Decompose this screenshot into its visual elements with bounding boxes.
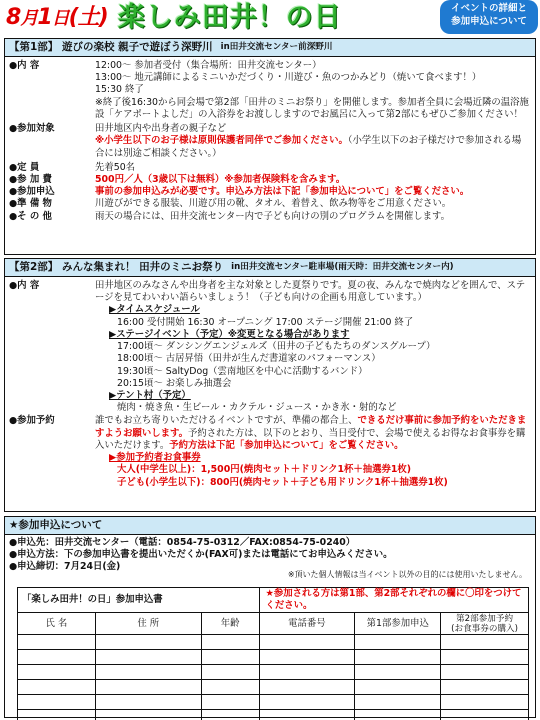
col-address: 住 所 (95, 613, 201, 635)
col-part2: 第2部参加予約 (お食事券の購入) (441, 613, 529, 635)
apply-section (4, 516, 536, 718)
application-form (17, 587, 529, 720)
event-title: 楽しみ田井！の日 (117, 2, 342, 34)
stage-heading: ▶ステージイベント（予定）※変更となる場合があります (109, 328, 350, 340)
part2-content-row: ●内 容 田井地区のみなさんや出身者を主な対象とした夏祭りです。夏の夜、みんなで焼肉などを囲んで、ステージを見てわいわい語らいましょう！（子ども向けの企画も用意しています。） ▶タイムスケジュール 16:00 受付開始 16:30 オープニング 17:00 ステージ開催 21:00 終了 ▶ステージイベント（予定）※変更となる場合があります 17:00頃～ ダンシングエンジェルズ（田井の子どもたちのダンスグループ） 18:00頃～ 古居昇悟（田井が生んだ書道家のパフォーマンス） 19:30頃～ SaltyDog（雲南地区を中心に活動するバンド） 20:15頃～ お楽しみ抽選会 ▶テント村（予定） 焼肉・焼き魚・生ビール・カクテル・ジュース・かき氷・射的など (5, 280, 535, 414)
col-name: 氏 名 (18, 613, 96, 635)
part1-items-row: ●準 備 物 川遊びができる服装、川遊び用の靴、タオル、着替え、飲み物等をご用意ください。 (9, 198, 452, 210)
col-age: 年齢 (201, 613, 259, 635)
part1-capacity-row: ●定 員 先着50名 (9, 161, 136, 173)
ticket-adult: 大人(中学生以上)：1,500円(焼肉セット＋ドリンク1杯＋抽選券1枚) (117, 464, 412, 476)
header (0, 0, 540, 36)
part1-other-row: ●そ の 他 雨天の場合には、田井交流センター内で子ども向けの別のプログラムを開催します。 (9, 210, 451, 222)
apply-contact: ●申込先：田井交流センター（電話：0854-75-0312／FAX:0854-75-0240） (9, 537, 356, 548)
part1-fee-row: ●参 加 費 500円／人（3歳以下は無料）※参加者保険料を含みます。 (9, 173, 346, 185)
timetable-heading: ▶タイムスケジュール (109, 304, 200, 316)
stage-item: 20:15頃～ お楽しみ抽選会 (117, 377, 232, 389)
timetable: 16:00 受付開始 16:30 オープニング 17:00 ステージ開催 21:00 終了 (117, 316, 414, 328)
stage-item: 17:00頃～ ダンシングエンジェルズ（田井の子どもたちのダンスグループ） (117, 341, 436, 353)
part1-apply-row: ●参加申込 事前の参加申込みが必要です。申込み方法は下記「参加申込について」をご覧ください。 (9, 186, 470, 198)
part1-content-row: ●内 容 12:00～ 参加者受付（集合場所：田井交流センター） 13:00～ 地元講師によるミニいかだづくり・川遊び・魚のつかみどり（焼いて食べます！） 15:30 終了 ※終了後16:30から同会場で第2部「田井のミニお祭り」を開催します。参加者全員に会場近隣の温浴施設「ケアポートよしだ」の入浴券をお渡ししますのでお風呂に入って第2部にもぜひご参加ください！ (9, 60, 529, 120)
form-row[interactable] (18, 710, 529, 720)
apply-heading: ★参加申込について (5, 517, 535, 535)
col-part1: 第1部参加申込 (355, 613, 441, 635)
form-title: 「楽しみ田井！の日」参加申込書 (18, 588, 260, 613)
details-badge: イベントの詳細と 参加申込について (440, 0, 538, 34)
ticket-heading: ▶参加予約者お食事券 (109, 452, 201, 464)
tent-heading: ▶テント村（予定） (109, 389, 191, 401)
part2-section (4, 258, 536, 512)
apply-method: ●申込方法：下の参加申込書を提出いただくか(FAX可)または電話にてお申込みください。 (9, 549, 393, 561)
stage-item: 18:00頃～ 古居昇悟（田井が生んだ書道家のパフォーマンス） (117, 353, 381, 365)
form-note: ★参加される方は第1部、第2部それぞれの欄に〇印をつけてください。 (259, 588, 528, 613)
schedule-line: 15:30 終了 (95, 84, 144, 96)
form-row[interactable] (18, 680, 529, 695)
schedule-line: 12:00～ 参加者受付（集合場所：田井交流センター） (95, 60, 322, 71)
part1-section (4, 38, 536, 255)
privacy-note: ※頂いた個人情報は当イベント以外の目的には使用いたしません。 (287, 570, 527, 579)
form-row[interactable] (18, 665, 529, 680)
apply-deadline: ●申込締切：7月24日(金) (9, 561, 121, 573)
event-date: 8月1日(土) (6, 4, 108, 30)
part1-target-row: ●参加対象 田井地区内や出身者の親子など ※小学生以下のお子様は原則保護者同伴でご参加ください。（小学生以下のお子様だけで参加される場合には別途ご相談ください。） (9, 123, 522, 159)
part1-heading: 【第1部】 遊びの楽校 親子で遊ぼう深野川 in田井交流センター前深野川 (5, 39, 535, 57)
stage-item: 19:30頃～ SaltyDog（雲南地区を中心に活動するバンド） (117, 365, 368, 377)
form-row[interactable] (18, 635, 529, 650)
form-row[interactable] (18, 695, 529, 710)
part2-heading: 【第2部】 みんな集まれ！ 田井のミニお祭り in田井交流センター駐車場(雨天時：田井交流センター内) (5, 259, 535, 277)
part2-reserve-row: ●参加予約 誰でもお立ち寄りいただけるイベントですが、準備の都合上、できるだけ事前に参加予約をいただきますようお願いします。予約された方は、以下のとおり、当日受付で、会場で使えるお得なお食事券を購入いただけます。予約方法は下記「参加申込について」をご覧ください。 ▶参加予約者お食事券 大人(中学生以上)：1,500円(焼肉セット＋ドリンク1杯＋抽選券1枚) 子ども(小学生以下)：800円(焼肉セット＋子ども用ドリンク1杯＋抽選券1枚) (5, 415, 535, 488)
ticket-child: 子ども(小学生以下)：800円(焼肉セット＋子ども用ドリンク1杯＋抽選券1枚) (117, 476, 448, 488)
tent-items: 焼肉・焼き魚・生ビール・カクテル・ジュース・かき氷・射的など (117, 402, 397, 414)
col-phone: 電話番号 (259, 613, 355, 635)
title-bar (2, 2, 440, 34)
part1-note: ※終了後16:30から同会場で第2部「田井のミニお祭り」を開催します。参加者全員に会場近隣の温浴施設「ケアポートよしだ」の入浴券をお渡ししますのでお風呂に入って第2部にもぜひご参加ください！ (95, 96, 529, 120)
schedule-line: 13:00～ 地元講師によるミニいかだづくり・川遊び・魚のつかみどり（焼いて食べます！） (95, 72, 482, 84)
form-row[interactable] (18, 650, 529, 665)
